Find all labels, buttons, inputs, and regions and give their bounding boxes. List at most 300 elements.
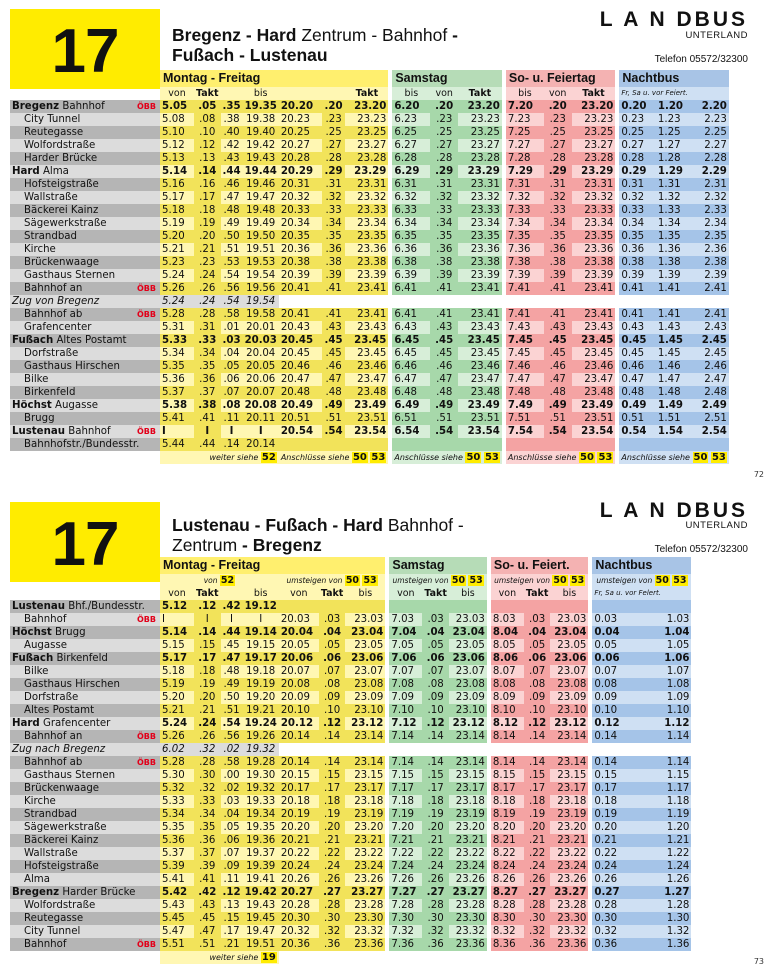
table-row [10, 438, 729, 451]
column-header [221, 587, 243, 600]
group-header-sa: Samstag [389, 557, 487, 574]
time-cell: .04 [422, 626, 449, 639]
time-cell: .42 [222, 601, 241, 612]
night-note: Fr, Sa u. vor Felert. [592, 587, 691, 600]
station-name [10, 399, 160, 412]
obb-icon: ÖBB [137, 758, 156, 767]
table-row [10, 691, 691, 704]
time-cell: 23.05 [550, 639, 588, 652]
time-cell: 23.41 [345, 308, 388, 321]
time-cell: 23.54 [345, 425, 388, 438]
time-cell: 7.27 [389, 886, 422, 899]
time-cell: .07 [221, 847, 243, 860]
time-cell: 20.32 [279, 925, 319, 938]
time-cell: 1.26 [642, 873, 691, 886]
time-cell: .27 [319, 886, 346, 899]
time-cell: 23.19 [550, 808, 588, 821]
time-cell: .01 [221, 321, 243, 334]
time-cell [345, 295, 388, 308]
table-row [10, 704, 691, 717]
time-cell: 0.51 [619, 412, 656, 425]
table-row [10, 282, 729, 295]
station-name [10, 126, 160, 139]
time-cell: .36 [422, 938, 449, 951]
time-cell: 0.39 [619, 269, 656, 282]
column-header: Takt [196, 88, 219, 99]
time-cell: 5.30 [160, 769, 194, 782]
timetable-grid [10, 557, 691, 964]
time-cell: .29 [430, 165, 458, 178]
time-cell: 20.12 [279, 717, 319, 730]
line-ref: 50 [693, 452, 708, 463]
time-cell: 1.04 [642, 626, 691, 639]
time-cell: 2.46 [692, 360, 729, 373]
time-cell: 23.46 [458, 360, 502, 373]
table-row [10, 321, 729, 334]
time-cell: .20 [194, 691, 221, 704]
time-cell: 5.34 [160, 347, 194, 360]
footer-connection [392, 451, 502, 464]
footer-connection [279, 451, 389, 464]
table-row [10, 139, 729, 152]
time-cell: .32 [422, 925, 449, 938]
time-cell: 20.48 [279, 386, 322, 399]
station-main: Wallstraße [24, 192, 78, 203]
station-main: Reutegasse [24, 127, 84, 138]
time-cell: 8.28 [491, 899, 524, 912]
time-cell: I [160, 425, 194, 438]
time-cell: 7.07 [389, 665, 422, 678]
station-name [10, 769, 160, 782]
time-cell: .05 [221, 821, 243, 834]
time-cell: 23.43 [345, 321, 388, 334]
time-cell: .31 [430, 178, 458, 191]
time-cell: 5.33 [160, 795, 194, 808]
time-cell: 7.14 [389, 756, 422, 769]
time-cell [572, 438, 616, 451]
time-cell: 8.08 [491, 678, 524, 691]
route-title [172, 515, 464, 555]
time-cell: .31 [194, 321, 221, 334]
time-cell: 20.45 [279, 334, 322, 347]
time-cell: .44 [194, 438, 221, 451]
time-cell: 2.45 [692, 334, 729, 347]
footer-text: Anschlüsse siehe [621, 453, 690, 462]
time-cell: 0.41 [619, 308, 656, 321]
time-cell: 23.36 [449, 938, 487, 951]
time-cell: 7.12 [389, 717, 422, 730]
time-cell: 23.08 [449, 678, 487, 691]
time-cell: 5.12 [160, 600, 194, 613]
station-name [10, 665, 160, 678]
time-cell: 19.34 [243, 808, 279, 821]
time-cell: 2.34 [692, 217, 729, 230]
station-main: Kirche [24, 796, 56, 807]
time-cell: 8.24 [491, 860, 524, 873]
station-name [10, 925, 160, 938]
time-cell: 8.14 [491, 756, 524, 769]
time-cell: 23.38 [572, 256, 616, 269]
time-cell: .28 [319, 899, 346, 912]
time-cell: 23.25 [458, 126, 502, 139]
time-cell: .21 [194, 704, 221, 717]
time-cell: 23.39 [572, 269, 616, 282]
time-cell: 7.20 [506, 100, 544, 113]
time-cell: .45 [221, 639, 243, 652]
time-cell: .51 [194, 938, 221, 951]
time-cell [491, 743, 524, 756]
station-main: Bahnhof ab [24, 757, 83, 768]
time-cell: 8.09 [491, 691, 524, 704]
time-cell: 6.25 [392, 126, 430, 139]
time-cell: .32 [194, 782, 221, 795]
time-cell: 19.44 [244, 166, 277, 177]
time-cell: .09 [319, 691, 346, 704]
table-row [10, 769, 691, 782]
time-cell: 20.05 [243, 360, 279, 373]
time-cell: .41 [544, 282, 572, 295]
time-cell: 23.21 [550, 834, 588, 847]
time-cell: 19.53 [243, 256, 279, 269]
time-cell: 8.04 [491, 626, 524, 639]
time-cell: 23.33 [345, 204, 388, 217]
time-cell: .24 [319, 860, 346, 873]
time-cell: 2.28 [692, 152, 729, 165]
time-cell: .48 [544, 386, 572, 399]
time-cell: .12 [524, 717, 551, 730]
time-cell: 1.27 [642, 886, 691, 899]
time-cell [642, 600, 691, 613]
landbus-logo-sub: UNTERLAND [685, 30, 748, 41]
time-cell: 2.48 [692, 386, 729, 399]
time-cell: 23.17 [345, 782, 385, 795]
column-header: bis [449, 587, 487, 600]
time-cell: 2.47 [692, 373, 729, 386]
time-cell: 0.45 [619, 347, 656, 360]
column-header-row [10, 87, 729, 100]
time-cell: 20.26 [279, 873, 319, 886]
line-ref: 52 [261, 452, 276, 463]
time-cell: 19.42 [243, 139, 279, 152]
time-cell: 0.47 [619, 373, 656, 386]
time-cell: 7.34 [506, 217, 544, 230]
time-cell: I [194, 425, 221, 438]
time-cell: 0.33 [619, 204, 656, 217]
time-cell: 5.12 [160, 139, 194, 152]
time-cell: .43 [221, 152, 243, 165]
time-cell: 7.47 [506, 373, 544, 386]
station-detail: Brugg [51, 627, 86, 638]
time-cell [491, 600, 524, 613]
time-cell: .08 [524, 678, 551, 691]
time-cell: .47 [430, 373, 458, 386]
time-cell: 7.32 [506, 191, 544, 204]
time-cell: 1.12 [642, 717, 691, 730]
note-text: umsteigen von [286, 576, 343, 585]
time-cell: 19.40 [243, 126, 279, 139]
time-cell: 1.10 [642, 704, 691, 717]
time-cell: 23.20 [345, 821, 385, 834]
time-cell: 1.35 [656, 230, 693, 243]
time-cell: 8.20 [491, 821, 524, 834]
time-cell: 0.41 [619, 282, 656, 295]
time-cell: 6.35 [392, 230, 430, 243]
time-cell: .12 [422, 717, 449, 730]
column-header: bis [243, 587, 279, 600]
time-cell: 23.22 [345, 847, 385, 860]
column-header: bis [506, 87, 544, 100]
time-cell: .03 [319, 613, 346, 626]
time-cell: 0.08 [592, 678, 642, 691]
time-cell: 7.43 [506, 321, 544, 334]
line-ref: 50 [655, 575, 669, 586]
time-cell: 5.15 [160, 639, 194, 652]
table-row [10, 678, 691, 691]
time-cell: 7.33 [506, 204, 544, 217]
time-cell: 7.39 [506, 269, 544, 282]
note-text: umsteigen von [494, 576, 550, 585]
time-cell: .30 [524, 912, 551, 925]
time-cell: 23.23 [572, 113, 616, 126]
time-cell: .06 [221, 373, 243, 386]
time-cell: 23.36 [550, 938, 588, 951]
time-cell: 23.07 [550, 665, 588, 678]
table-row [10, 899, 691, 912]
landbus-logo: L A N DBUS [599, 8, 748, 31]
time-cell [392, 438, 430, 451]
time-cell: 23.17 [550, 782, 588, 795]
title-part: Fußach - Lustenau [172, 45, 328, 65]
time-cell: 23.24 [449, 860, 487, 873]
time-cell [279, 600, 319, 613]
time-cell: .58 [221, 308, 243, 321]
time-cell: .33 [322, 204, 346, 217]
table-row [10, 425, 729, 438]
time-cell: 23.17 [449, 782, 487, 795]
time-cell: .14 [422, 730, 449, 743]
station-name [10, 743, 160, 756]
group-header-mf: Montag - Freitag [160, 70, 388, 87]
time-cell: 23.03 [345, 613, 385, 626]
station-name [10, 269, 160, 282]
time-cell [449, 743, 487, 756]
group-header-night: Nachtbus [619, 70, 729, 87]
time-cell: .15 [319, 769, 346, 782]
time-cell: 23.15 [550, 769, 588, 782]
title-part: - Bregenz [242, 535, 322, 555]
time-cell: 23.28 [345, 152, 388, 165]
time-cell: 8.19 [491, 808, 524, 821]
time-cell: 1.45 [656, 334, 693, 347]
station-main: Harder Brücke [24, 153, 98, 164]
time-cell: .38 [221, 113, 243, 126]
time-cell: 5.31 [160, 321, 194, 334]
blank-cell [10, 451, 160, 464]
time-cell: 1.45 [656, 347, 693, 360]
time-cell: 20.41 [279, 308, 322, 321]
time-cell: 2.23 [692, 113, 729, 126]
time-cell: .06 [221, 834, 243, 847]
table-row [10, 126, 729, 139]
connection-note [279, 574, 386, 587]
station-main: Höchst [12, 400, 52, 411]
time-cell: 23.51 [458, 412, 502, 425]
note-text: umsteigen von [596, 576, 653, 585]
table-row [10, 100, 729, 113]
table-row [10, 191, 729, 204]
title-part: Bregenz - Hard [172, 25, 297, 45]
time-cell: .04 [221, 347, 243, 360]
connection-note-row [10, 574, 691, 587]
time-cell: .34 [544, 217, 572, 230]
time-cell: 8.06 [491, 652, 524, 665]
time-cell: 0.14 [592, 730, 642, 743]
time-cell: I [194, 613, 221, 626]
time-cell: 5.19 [160, 678, 194, 691]
time-cell: .26 [194, 282, 221, 295]
time-cell: .33 [194, 795, 221, 808]
time-cell: 5.08 [160, 113, 194, 126]
time-cell: 23.09 [550, 691, 588, 704]
time-cell: 7.41 [506, 308, 544, 321]
time-cell: .39 [544, 269, 572, 282]
time-cell: 20.14 [243, 438, 279, 451]
time-cell: .36 [430, 243, 458, 256]
time-cell: 23.10 [449, 704, 487, 717]
time-cell: 7.08 [389, 678, 422, 691]
obb-icon: ÖBB [137, 732, 156, 741]
station-name [10, 217, 160, 230]
time-cell: .28 [194, 756, 221, 769]
time-cell: 23.05 [449, 639, 487, 652]
station-main: Brückenwaage [24, 783, 100, 794]
time-cell: .50 [221, 691, 243, 704]
time-cell [544, 295, 572, 308]
table-row [10, 626, 691, 639]
time-cell: 6.51 [392, 412, 430, 425]
time-cell: 1.46 [656, 360, 693, 373]
time-cell: 6.49 [392, 399, 430, 412]
time-cell: 0.20 [592, 821, 642, 834]
time-cell: 19.43 [243, 899, 279, 912]
time-cell: .37 [194, 847, 221, 860]
time-cell: .35 [194, 821, 221, 834]
time-cell: .36 [319, 938, 346, 951]
time-cell: 7.46 [506, 360, 544, 373]
time-cell: 23.45 [458, 347, 502, 360]
column-header: Takt [196, 588, 219, 599]
line-ref: 53 [571, 575, 585, 586]
time-cell: 7.04 [389, 626, 422, 639]
time-cell: 23.39 [458, 269, 502, 282]
time-cell: 0.14 [592, 756, 642, 769]
time-cell: 23.34 [458, 217, 502, 230]
time-cell: 20.03 [279, 613, 319, 626]
time-cell: 7.10 [389, 704, 422, 717]
time-cell: 8.30 [491, 912, 524, 925]
time-cell: .46 [544, 360, 572, 373]
station-main: Strandbad [24, 809, 77, 820]
time-cell: .43 [194, 899, 221, 912]
time-cell: .17 [221, 925, 243, 938]
time-cell: .41 [544, 308, 572, 321]
time-cell: .00 [221, 769, 243, 782]
time-cell: .20 [194, 230, 221, 243]
time-cell: 23.43 [458, 321, 502, 334]
obb-icon: ÖBB [137, 615, 156, 624]
time-cell: 2.41 [692, 308, 729, 321]
time-cell: 7.19 [389, 808, 422, 821]
time-cell: 8.32 [491, 925, 524, 938]
time-cell: .35 [322, 230, 346, 243]
station-main: Bäckerei Kainz [24, 205, 99, 216]
time-cell: .08 [194, 113, 221, 126]
time-cell: 0.32 [592, 925, 642, 938]
time-cell: 7.14 [389, 730, 422, 743]
time-cell: 20.28 [279, 899, 319, 912]
time-cell: 7.31 [506, 178, 544, 191]
time-cell: 23.04 [550, 626, 588, 639]
table-row [10, 808, 691, 821]
connection-note [389, 574, 487, 587]
time-cell: .27 [422, 886, 449, 899]
table-row [10, 639, 691, 652]
time-cell: 1.34 [656, 217, 693, 230]
time-cell: .21 [221, 938, 243, 951]
time-cell: 2.35 [692, 230, 729, 243]
time-cell: 23.32 [345, 191, 388, 204]
obb-icon: ÖBB [137, 310, 156, 319]
time-cell: 0.12 [592, 717, 642, 730]
time-cell: 23.41 [345, 282, 388, 295]
time-cell: 7.20 [389, 821, 422, 834]
time-cell: 19.24 [244, 718, 277, 729]
time-cell: 7.06 [389, 652, 422, 665]
time-cell: 20.25 [279, 126, 322, 139]
time-cell: .08 [422, 678, 449, 691]
station-main: Brückenwaage [24, 257, 100, 268]
group-header-so: So- u. Feiertag [506, 70, 616, 87]
time-cell: .41 [430, 308, 458, 321]
time-cell: .51 [544, 412, 572, 425]
time-cell: 23.45 [345, 334, 388, 347]
station-main: Höchst [12, 627, 52, 638]
time-cell: 20.43 [279, 321, 322, 334]
table-row [10, 600, 691, 613]
time-cell: 0.04 [592, 626, 642, 639]
time-cell: 23.32 [345, 925, 385, 938]
station-main: Bahnhof an [24, 283, 83, 294]
group-header-row [10, 557, 691, 574]
time-cell: 19.54 [243, 295, 279, 308]
column-header: von [279, 587, 319, 600]
table-row [10, 925, 691, 938]
station-name [10, 321, 160, 334]
time-cell: 8.05 [491, 639, 524, 652]
time-cell: 7.05 [389, 639, 422, 652]
time-cell: I [221, 613, 243, 626]
time-cell: 23.28 [458, 152, 502, 165]
footer-text: Anschlüsse siehe [394, 453, 463, 462]
time-cell: .22 [319, 847, 346, 860]
time-cell [449, 600, 487, 613]
station-name [10, 652, 160, 665]
time-cell: 7.28 [389, 899, 422, 912]
time-cell: 7.28 [506, 152, 544, 165]
time-cell: 1.30 [642, 912, 691, 925]
station-main: Bahnhofstr./Bundesstr. [24, 439, 140, 450]
station-name [10, 639, 160, 652]
